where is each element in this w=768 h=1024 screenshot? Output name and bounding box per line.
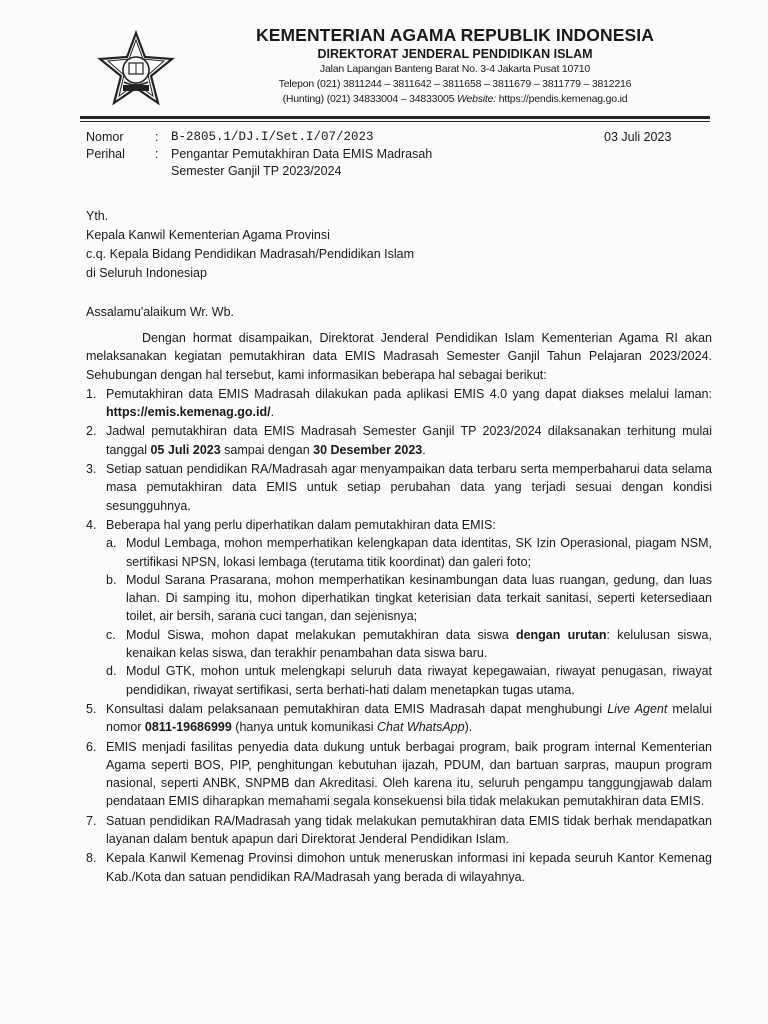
perihal-row bbox=[86, 146, 611, 163]
item-text: Kepala Kanwil Kemenag Provinsi dimohon untuk meneruskan informasi ini kepada seuruh Kantor Kemenag Kab./Kota dan satuan pendidikan RA/Madrasah yang berada di wilayahnya. bbox=[106, 851, 712, 884]
item-number: 8. bbox=[86, 851, 97, 866]
greeting: Assalamu'alaikum Wr. Wb. bbox=[86, 305, 235, 319]
item-number: 5. bbox=[86, 701, 97, 716]
address: Jalan Lapangan Banteng Barat No. 3-4 Jakarta Pusat 10710 bbox=[319, 63, 591, 75]
letterhead bbox=[190, 24, 720, 107]
emis-link[interactable]: https://emis.kemenag.go.id/ bbox=[106, 405, 271, 420]
hunting-website bbox=[190, 92, 720, 107]
list-item-5 bbox=[86, 700, 712, 737]
list-item-6 bbox=[86, 738, 712, 811]
item-text: sampai dengan bbox=[220, 442, 314, 457]
letterhead-rule-thin bbox=[80, 121, 710, 122]
sub-item-b bbox=[106, 571, 712, 626]
contact-number: 0811-19686999 bbox=[144, 720, 232, 735]
punct: ). bbox=[464, 720, 473, 735]
list-item-7 bbox=[86, 812, 712, 849]
chat-term: Chat WhatsApp bbox=[377, 720, 465, 735]
intro-paragraph: Dengan hormat disampaikan, Direktorat Jenderal Pendidikan Islam Kementerian Agama RI akan melaksanakan kegiatan pemutakhiran data EMIS Madrasah Semester Ganjil Tahun Pelajaran 2023/2024. Sehubungan dengan hal tersebut, kami informasikan beberapa hal sebagai berikut: bbox=[86, 331, 712, 382]
item-number: 6. bbox=[86, 739, 97, 754]
perihal-line-1: Pengantar Pemutakhiran Data EMIS Madrasah bbox=[171, 147, 433, 161]
sub-list bbox=[106, 534, 712, 699]
item-text: (hanya untuk komunikasi bbox=[231, 720, 378, 735]
website-label: Website: bbox=[456, 93, 497, 105]
letter-meta bbox=[86, 129, 611, 180]
item-text: EMIS menjadi fasilitas penyedia data dukung untuk berbagai program, baik program internal Kementerian Agama seperti BOS, PIP, penghitungan kebutuhan ijazah, PDUM, dan bartuan sarpras, maupun program nasional, seperti ANBK, SNPMB dan Akreditasi. Oleh karena itu, seluruh pengampu tanggungjawab dalam pendataan EMIS diharapkan memahami segala konsekuensi bila tidak melakukan pemutakhiran data EMIS. bbox=[106, 739, 712, 809]
list-item-1 bbox=[86, 385, 712, 422]
sub-item-letter: a. bbox=[106, 536, 117, 551]
item-number: 2. bbox=[86, 424, 97, 439]
list-item-3 bbox=[86, 460, 712, 515]
yth: Yth. bbox=[86, 209, 109, 223]
item-text: Jadwal pemutakhiran data EMIS Madrasah Semester Ganjil TP 2023/2024 dilaksanakan terhitung mulai tanggal bbox=[106, 424, 712, 457]
nomor-row bbox=[86, 129, 611, 146]
item-number: 4. bbox=[86, 517, 97, 532]
phone-numbers: Telepon (021) 3811244 – 3811642 – 3811658 – 3811679 – 3811779 – 3812216 bbox=[278, 78, 632, 90]
perihal-line-2: Semester Ganjil TP 2023/2024 bbox=[171, 164, 342, 178]
directorate-name: DIREKTORAT JENDERAL PENDIDIKAN ISLAM bbox=[317, 47, 593, 61]
ministry-name: KEMENTERIAN AGAMA REPUBLIK INDONESIA bbox=[255, 25, 654, 45]
list-item-2 bbox=[86, 422, 712, 459]
end-date: 30 Desember 2023 bbox=[313, 442, 423, 457]
item-text: Satuan pendidikan RA/Madrasah yang tidak melakukan pemutakhiran data EMIS tidak berhak mendapatkan layanan dalam bentuk apapun dari Direktorat Jenderal Pendidikan Islam. bbox=[106, 813, 712, 847]
sub-item-text: Modul Sarana Prasarana, mohon memperhatikan kesinambungan data luas ruangan, gedung, dan luas lahan. Di samping itu, mohon diperhatikan tingkat keterisian data terkait sanitasi, seperti ketersediaan toilet, air bersih, sarana cuci tangan, dan sejenisnya; bbox=[126, 572, 712, 624]
sub-item-text: Modul Lembaga, mohon memperhatikan kelengkapan data identitas, SK Izin Operasional, piagam NSM, sertifikasi NPSN, lokasi lembaga (terutama titik koordinat) dan galeri foto; bbox=[126, 536, 712, 569]
perihal-label: Perihal bbox=[86, 147, 125, 161]
numbered-list bbox=[86, 385, 712, 886]
item-text: Beberapa hal yang perlu diperhatikan dalam pemutakhiran data EMIS: bbox=[106, 517, 496, 532]
list-item-4 bbox=[86, 516, 712, 699]
sub-item-c bbox=[106, 626, 712, 663]
perihal-row-2 bbox=[86, 163, 611, 180]
emphasis: dengan urutan bbox=[515, 627, 607, 642]
item-text: melalui nomor bbox=[106, 701, 712, 735]
nomor-label: Nomor bbox=[86, 130, 124, 144]
recipient-line-1: Kepala Kanwil Kementerian Agama Provinsi bbox=[86, 228, 330, 242]
item-text: Pemutakhiran data EMIS Madrasah dilakukan pada aplikasi EMIS 4.0 yang dapat diakses melalui laman: bbox=[106, 386, 712, 401]
sub-item-letter: d. bbox=[106, 664, 117, 679]
sub-item-text: : kelulusan siswa, kenaikan kelas siswa, dan terakhir penambahan data siswa baru. bbox=[126, 627, 712, 661]
item-number: 7. bbox=[86, 813, 97, 828]
item-text: Setiap satuan pendidikan RA/Madrasah agar menyampaikan data terbaru serta memperbaharui data selama masa pemutakhiran data EMIS untuk setiap perubahan data yang terjadi sesuai dengan kondisi sesungguhnya. bbox=[106, 462, 712, 513]
item-number: 1. bbox=[86, 386, 97, 401]
hunting-numbers: (Hunting) (021) 34833004 – 34833005 bbox=[282, 93, 455, 105]
sub-item-a bbox=[106, 534, 712, 571]
recipient-line-2: c.q. Kepala Bidang Pendidikan Madrasah/Pendidikan Islam bbox=[86, 247, 414, 261]
sub-item-letter: c. bbox=[106, 627, 116, 642]
sub-item-d bbox=[106, 662, 712, 699]
sub-item-letter: b. bbox=[106, 572, 117, 587]
list-item-8 bbox=[86, 849, 712, 886]
sub-item-text: Modul GTK, mohon untuk melengkapi seluruh data riwayat kepegawaian, riwayat penugasan, riwayat pendidikan, riwayat sertifikasi, serta berhati-hati dalam menetapkan tugas utama. bbox=[126, 664, 712, 697]
website-link[interactable]: https://pendis.kemenag.go.id bbox=[498, 93, 628, 105]
punct: . bbox=[422, 442, 426, 457]
sub-item-text: Modul Siswa, mohon dapat melakukan pemutakhiran data siswa bbox=[126, 627, 516, 642]
kemenag-emblem-icon bbox=[96, 30, 176, 110]
live-agent-term: Live Agent bbox=[607, 701, 668, 716]
recipient-block bbox=[86, 207, 414, 283]
colon: : bbox=[155, 147, 159, 161]
recipient-line-3: di Seluruh Indonesiap bbox=[86, 266, 207, 280]
start-date: 05 Juli 2023 bbox=[150, 442, 221, 457]
nomor-value: B-2805.1/DJ.I/Set.I/07/2023 bbox=[171, 130, 374, 144]
letter-body bbox=[86, 329, 712, 886]
letter-date: 03 Juli 2023 bbox=[604, 130, 672, 144]
item-text: Konsultasi dalam pelaksanaan pemutakhiran data EMIS Madrasah dapat menghubungi bbox=[106, 701, 608, 716]
letterhead-rule-thick bbox=[80, 116, 710, 119]
punct: . bbox=[270, 405, 275, 420]
item-number: 3. bbox=[86, 462, 97, 477]
colon: : bbox=[155, 130, 159, 144]
